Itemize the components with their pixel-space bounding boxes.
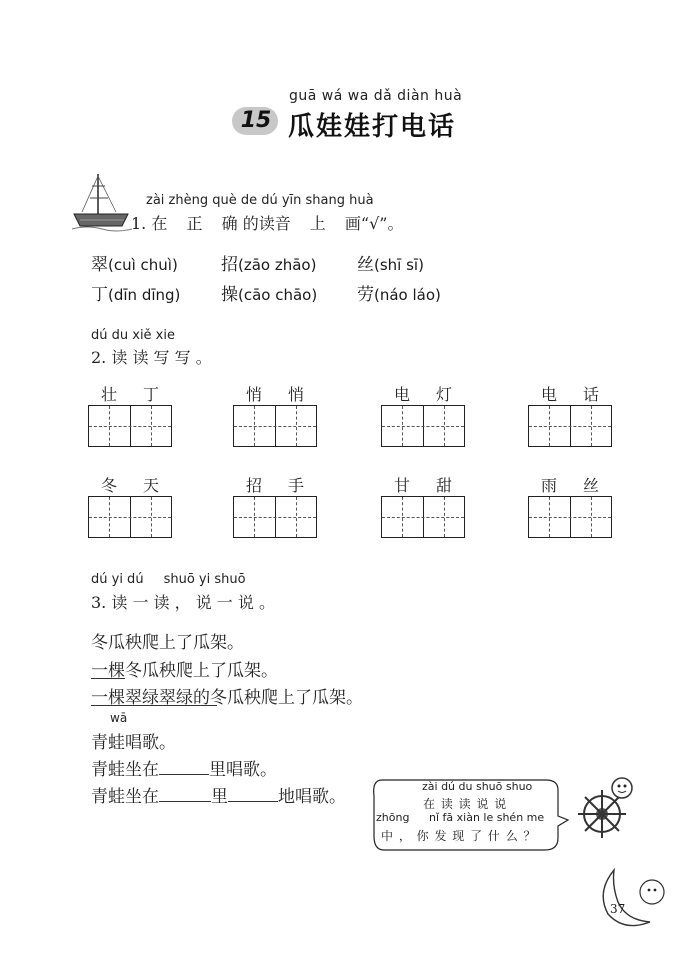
option-item: 操(cāo chāo) xyxy=(221,285,318,305)
grid-word-char: 冬 xyxy=(101,476,118,495)
writing-grid-box[interactable] xyxy=(233,496,317,538)
q1-char: 的读音 xyxy=(242,214,291,233)
q2-instruction: 2. 读 读 写 写 。 xyxy=(91,348,212,367)
grid-word-char: 壮 xyxy=(101,385,118,404)
option-item: 劳(náo láo) xyxy=(357,285,441,305)
sentence-line: 一棵冬瓜秧爬上了瓜架。 xyxy=(91,661,278,681)
q1-char: 确 xyxy=(221,214,238,233)
option-item: 翠(cuì chuì) xyxy=(91,255,178,275)
sentence-line: 青蛙坐在 里 地唱歌。 xyxy=(91,787,346,807)
writing-grid-box[interactable] xyxy=(528,405,612,447)
q2-pinyin: dú du xiě xie xyxy=(91,328,175,343)
sentence-line: 冬瓜秧爬上了瓜架。 xyxy=(91,633,244,653)
page-number: 37 xyxy=(610,902,626,916)
grid-word-char: 电 xyxy=(394,385,411,404)
bubble-text: 中 ， 你 发 现 了 什 么 ？ xyxy=(381,829,537,843)
q3-instruction: 3. 读 一 读 ， 说 一 说 。 xyxy=(91,593,275,612)
sailboat-icon xyxy=(72,172,134,232)
q1-pinyin: zài zhèng què de dú yīn shang huà xyxy=(146,193,374,208)
q1-number: 1. xyxy=(131,214,147,233)
grid-word-char: 灯 xyxy=(436,385,453,404)
bubble-pinyin: zài dú du shuō shuo xyxy=(422,780,533,793)
writing-grid-box[interactable] xyxy=(381,405,465,447)
writing-grid-box[interactable] xyxy=(381,496,465,538)
grid-word-char: 甘 xyxy=(394,476,411,495)
q1-char: 在 xyxy=(151,214,168,233)
lesson-title: 瓜娃娃打电话 xyxy=(288,112,457,142)
q1-char: 上 xyxy=(309,214,326,233)
grid-word-char: 招 xyxy=(246,476,263,495)
bubble-pinyin: nǐ fā xiàn le shén me xyxy=(429,811,545,824)
grid-word-char: 丝 xyxy=(583,476,600,495)
option-item: 招(zāo zhāo) xyxy=(221,255,317,275)
grid-word-char: 悄 xyxy=(246,385,263,404)
fill-blank[interactable] xyxy=(159,785,211,802)
writing-grid-box[interactable] xyxy=(528,496,612,538)
grid-word-char: 手 xyxy=(288,476,305,495)
grid-word-char: 电 xyxy=(541,385,558,404)
option-item: 丁(dīn dīng) xyxy=(91,285,181,305)
q1-char: 画 xyxy=(344,214,361,233)
grid-word-char: 话 xyxy=(583,385,600,404)
fill-blank[interactable] xyxy=(228,785,278,802)
grid-word-char: 天 xyxy=(143,476,160,495)
bubble-pinyin: zhōng xyxy=(376,811,410,824)
writing-grid-box[interactable] xyxy=(88,496,172,538)
title-pinyin: guā wá wa dǎ diàn huà xyxy=(289,88,463,104)
q3-pinyin: dú yi dú shuō yi shuō xyxy=(91,572,246,587)
sentence-line: 青蛙唱歌。 xyxy=(91,733,176,753)
grid-word-char: 甜 xyxy=(436,476,453,495)
underline xyxy=(91,678,125,679)
grid-word-char: 雨 xyxy=(541,476,558,495)
underline xyxy=(91,705,217,706)
sentence-line: 一棵翠绿翠绿的冬瓜秧爬上了瓜架。 xyxy=(91,688,363,708)
grid-word-char: 丁 xyxy=(143,385,160,404)
writing-grid-box[interactable] xyxy=(88,405,172,447)
writing-grid-box[interactable] xyxy=(233,405,317,447)
q1-char: 正 xyxy=(186,214,203,233)
fill-blank[interactable] xyxy=(159,758,209,775)
crescent-moon-icon xyxy=(594,862,674,932)
lesson-number: 15 xyxy=(240,108,272,133)
grid-word-char: 悄 xyxy=(288,385,305,404)
q1-checkmark: “√”。 xyxy=(360,214,404,233)
bubble-text: 在 读 读 说 说 xyxy=(423,797,508,811)
ship-wheel-icon xyxy=(572,774,644,844)
option-item: 丝(shī sī) xyxy=(357,255,424,275)
q1-instruction xyxy=(131,211,403,234)
sentence-line: 青蛙坐在 里唱歌。 xyxy=(91,760,277,780)
wa-pinyin: wā xyxy=(110,711,128,725)
